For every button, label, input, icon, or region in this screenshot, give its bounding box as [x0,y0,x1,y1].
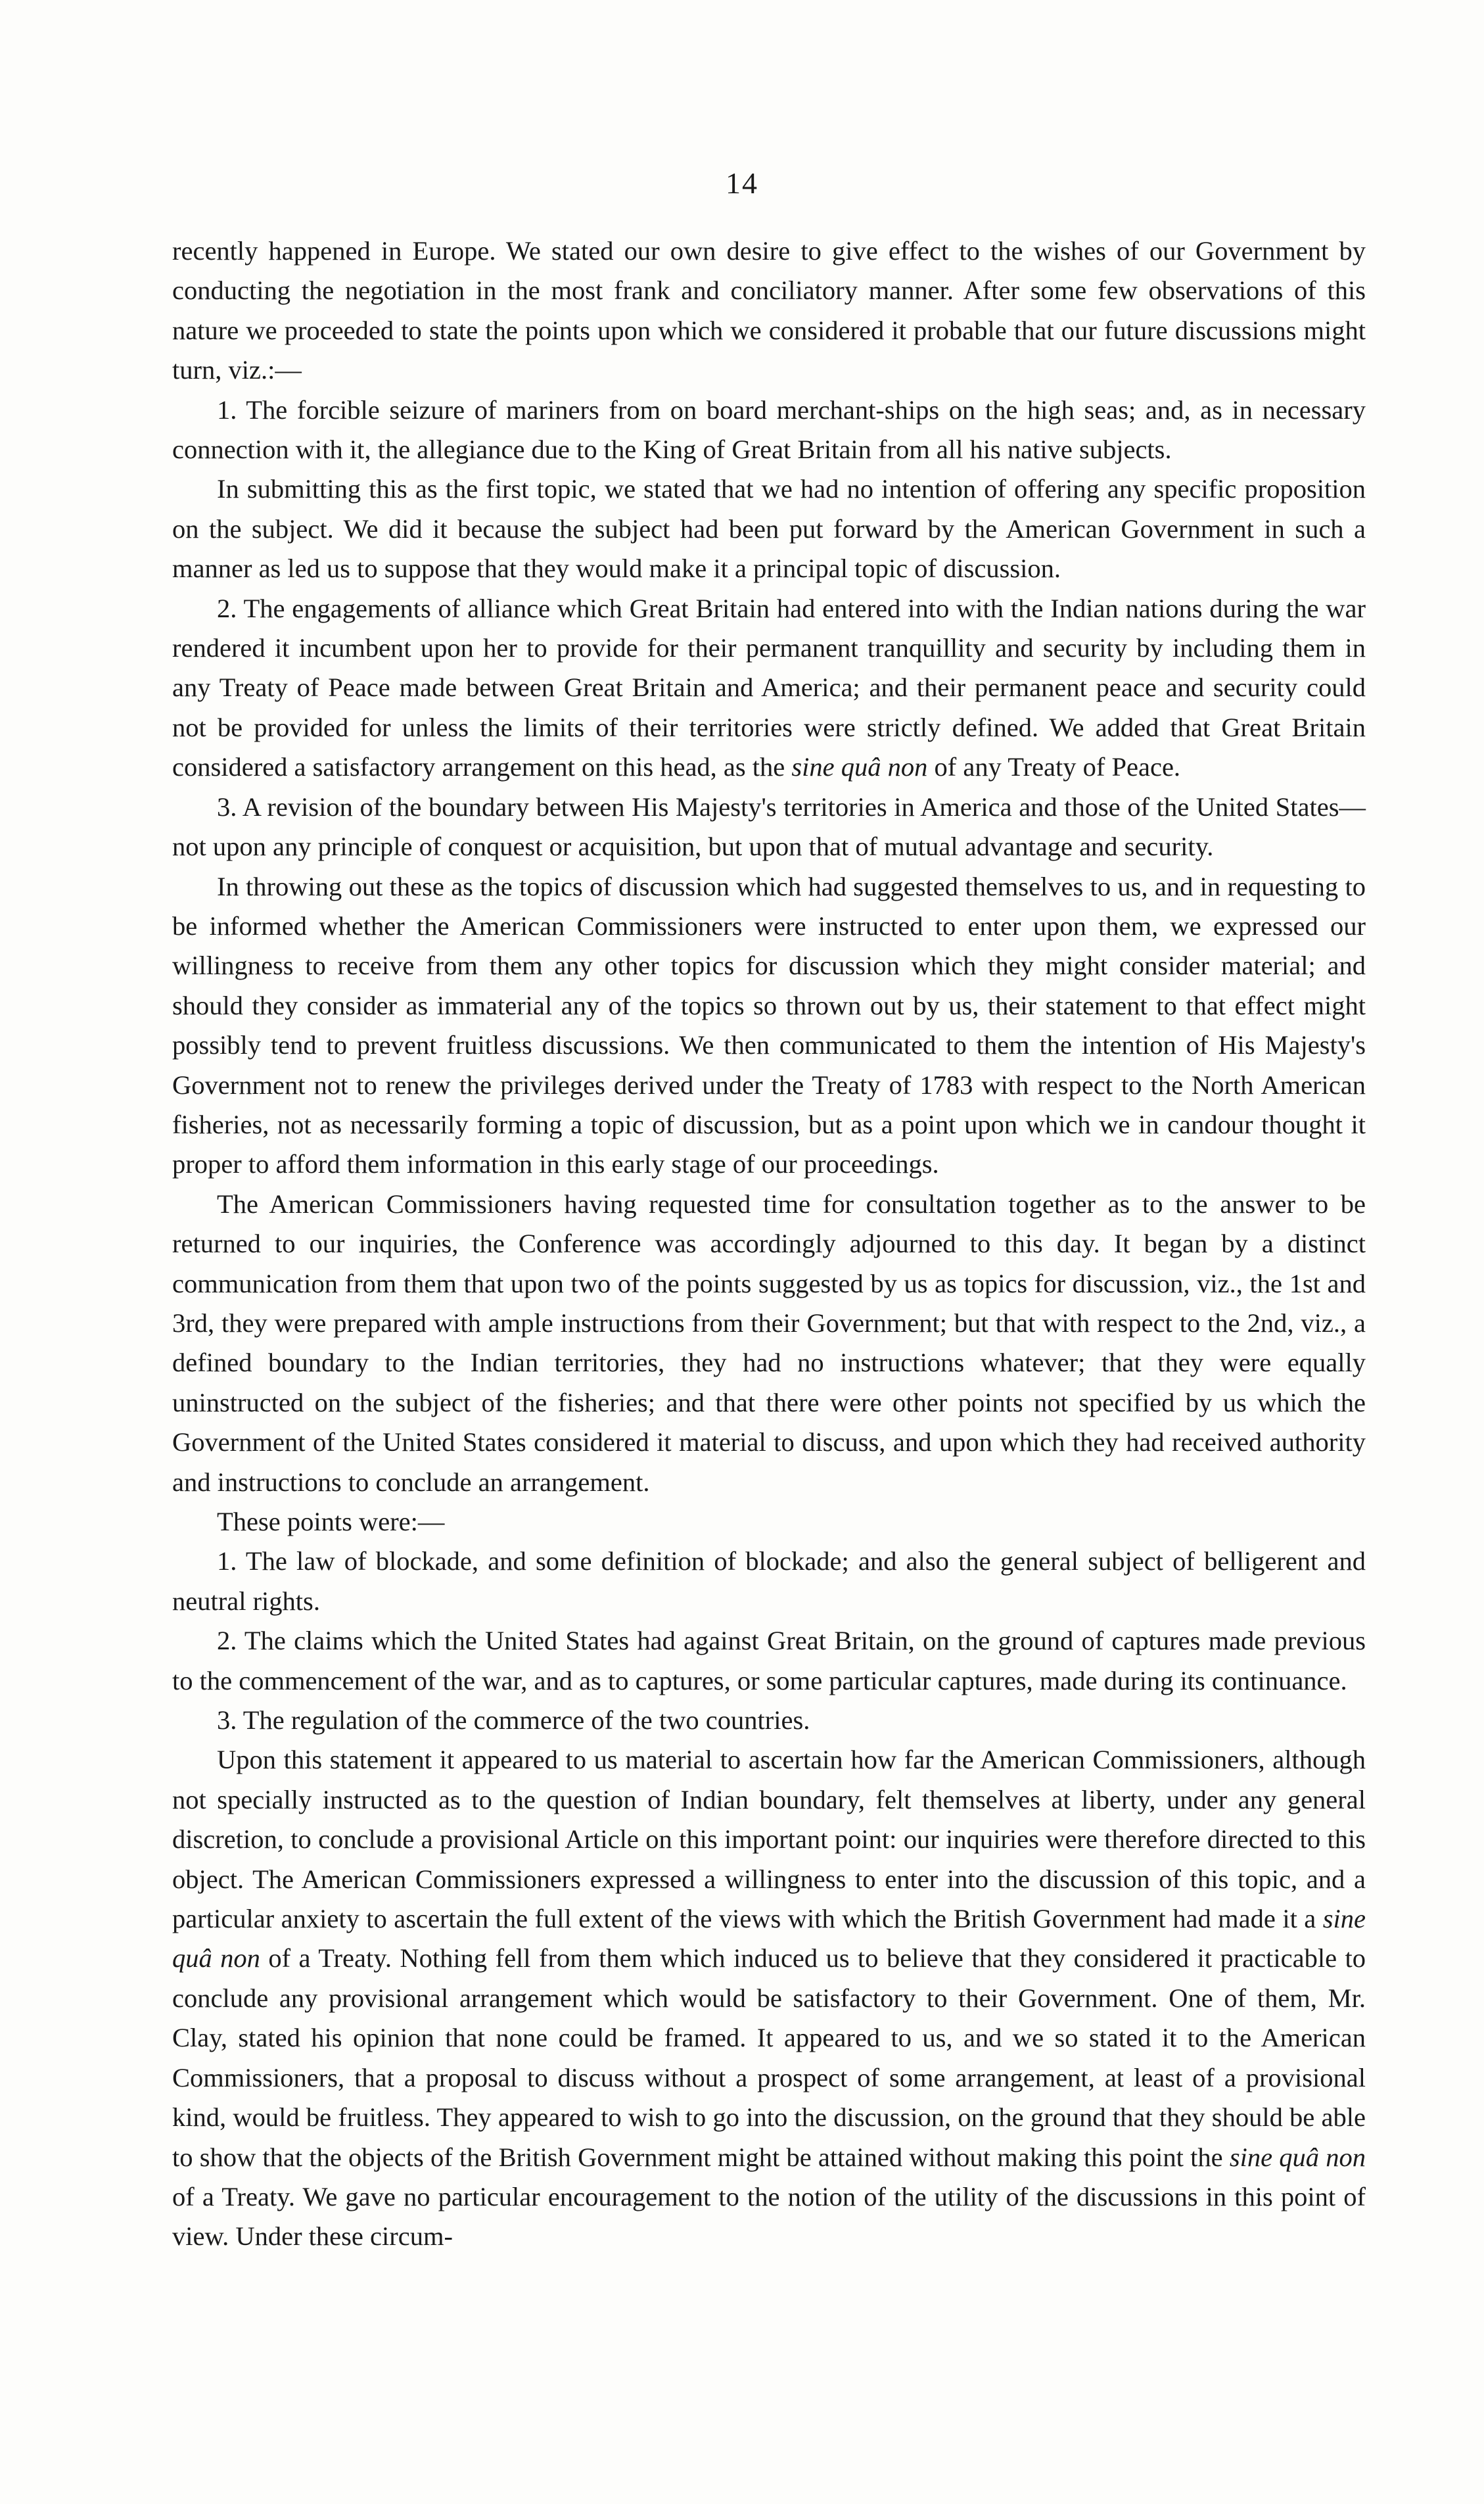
paragraph: The American Commissioners having requested time for consultation together as to the answer to be returned to our inquiries, the Conference was accordingly adjourned to this day. It began by a distinct communication from them that upon two of the points suggested by us as topics for discussion, viz., the 1st and 3rd, they were prepared with ample instructions from their Government; but that with respect to the 2nd, viz., a defined boundary to the Indian territories, they had no instructions whatever; that they were equally uninstructed on the subject of the fisheries; and that there were other points not specified by us which the Government of the United States considered it material to discuss, and upon which they had received authority and instructions to conclude an arrangement. [172,1189,1366,1497]
paragraph: 2. The engagements of alliance which Great Britain had entered into with the Indian nations during the war rendered it incumbent upon her to provide for their permanent tranquillity and security by including them in any Treaty of Peace made between Great Britain and America; and their permanent peace and security could not be provided for unless the limits of their territories were strictly defined. We added that Great Britain considered a satisfactory arrangement on this head, as the sine quâ non of any Treaty of Peace. [172,593,1366,782]
paragraph: In throwing out these as the topics of discussion which had suggested themselves to us, and in requesting to be informed whether the American Commissioners were instructed to enter upon them, we expressed our willingness to receive from them any other topics for discussion which they might consider material; and should they consider as immaterial any of the topics so thrown out by us, their statement to that effect might possibly tend to prevent fruitless discussions. We then communicated to them the intention of His Majesty's Government not to renew the privileges derived under the Treaty of 1783 with respect to the North American fisheries, not as necessarily forming a topic of discussion, but as a point upon which we in candour thought it proper to afford them information in this early stage of our proceedings. [172,871,1366,1179]
paragraph: 1. The forcible seizure of mariners from on board merchant-ships on the high seas; and, as in necessary connection with it, the allegiance due to the King of Great Britain from all his native subjects. [172,394,1366,465]
paragraph: 3. A revision of the boundary between His Majesty's territories in America and those of the United States—not upon any principle of conquest or acquisition, but upon that of mutual advantage and security. [172,791,1366,862]
paragraph: Upon this statement it appeared to us material to ascertain how far the American Commissioners, although not specially instructed as to the question of Indian boundary, felt themselves at liberty, under any general discretion, to conclude a provisional Article on this important point: our inquiries were therefore directed to this object. The American Commissioners expressed a willingness to enter into the discussion of this topic, and a particular anxiety to ascertain the full extent of the views with which the British Government had made it a sine quâ non of a Treaty. Nothing fell from them which induced us to believe that they considered it practicable to conclude any provisional arrangement which would be satisfactory to their Government. One of them, Mr. Clay, stated his opinion that none could be framed. It appeared to us, and we so stated it to the American Commissioners, that a proposal to discuss without a prospect of some arrangement, at least of a provisional kind, would be fruitless. They appeared to wish to go into the discussion, on the ground that they should be able to show that the objects of the British Government might be attained without making this point the sine quâ non of a Treaty. We gave no particular encouragement to the notion of the utility of the discussions in this point of view. Under these circum- [172,1745,1366,2252]
latin-phrase: sine quâ non [172,1904,1366,1973]
body-text [172,231,1366,2257]
paragraph: 3. The regulation of the commerce of the two countries. [217,1705,810,1736]
paragraph: In submitting this as the first topic, we stated that we had no intention of offering any specific proposition on the subject. We did it because the subject had been put forward by the American Government in such a manner as led us to suppose that they would make it a principal topic of discussion. [172,474,1366,584]
paragraph: These points were:— [217,1507,445,1536]
paragraph: 2. The claims which the United States had against Great Britain, on the ground of captures made previous to the commencement of the war, and as to captures, or some particular captures, made during its continuance. [172,1626,1366,1695]
latin-phrase: sine quâ non [791,752,928,782]
page-number: 14 [726,166,758,200]
latin-phrase: sine quâ non [1229,2142,1366,2172]
paragraph: recently happened in Europe. We stated our own desire to give effect to the wishes of our Government by conducting the negotiation in the most frank and conciliatory manner. After some few observations of this nature we proceeded to state the points upon which we considered it probable that our future discussions might turn, viz.:— [172,236,1366,385]
paragraph: 1. The law of blockade, and some definition of blockade; and also the general subject of belligerent and neutral rights. [172,1546,1366,1616]
